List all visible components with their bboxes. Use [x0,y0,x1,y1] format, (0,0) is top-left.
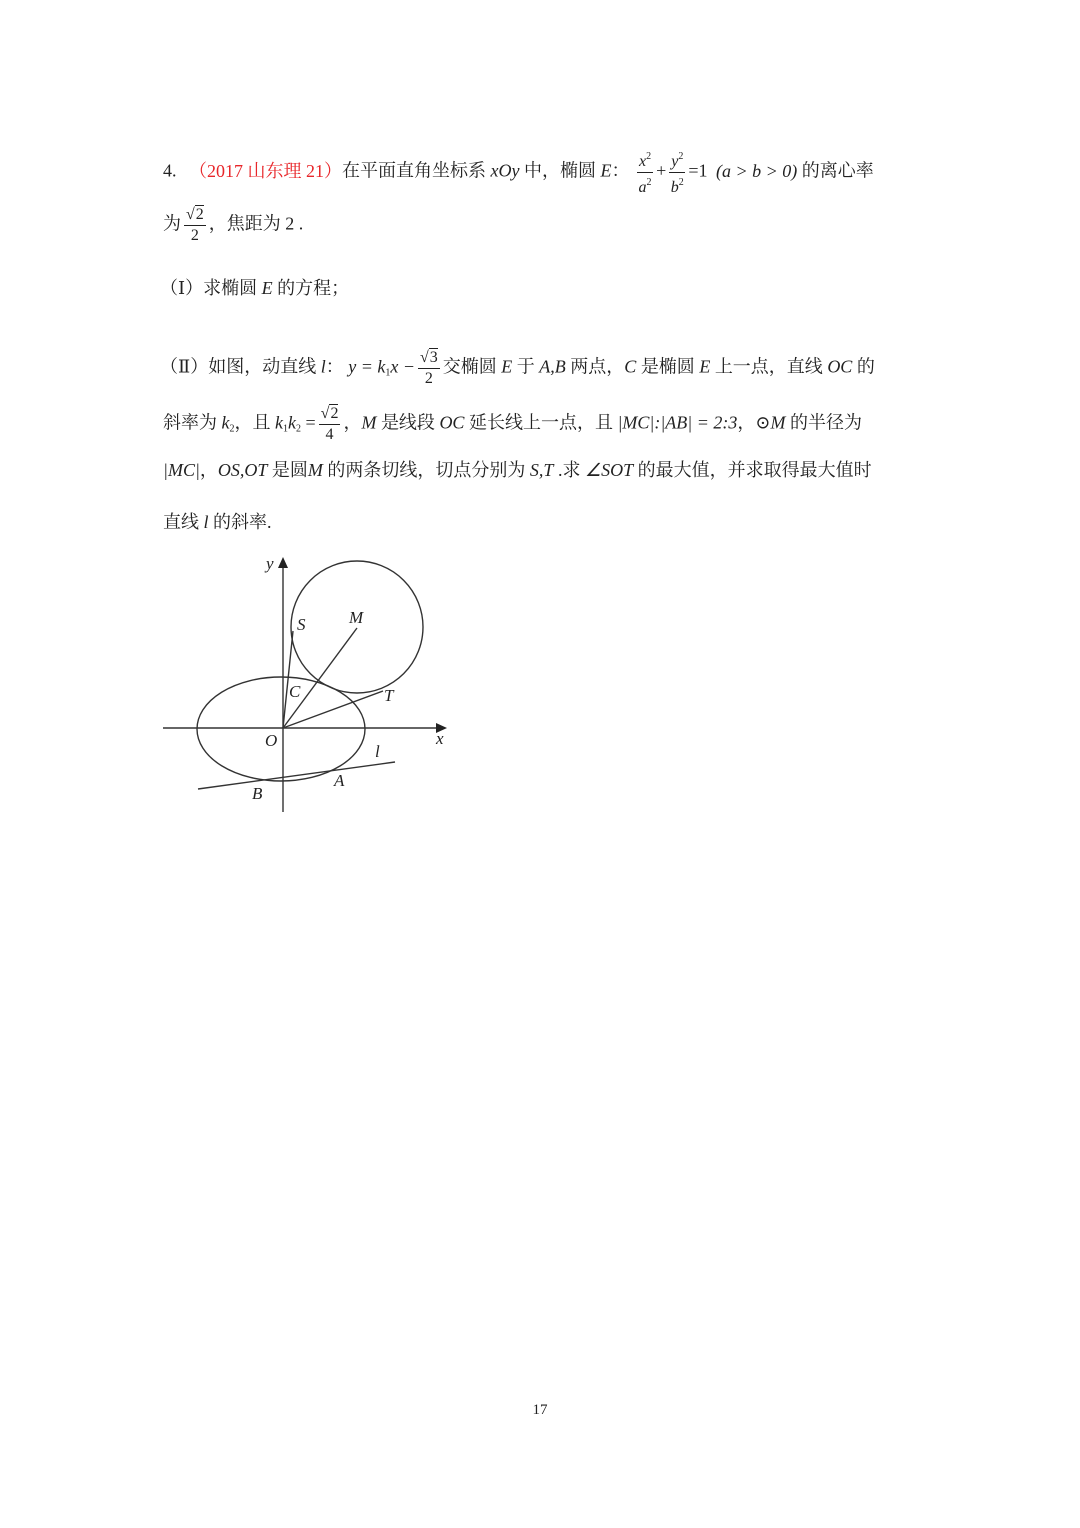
text: 的离心率 [797,160,874,181]
math-oc: OC [439,412,465,433]
math: 2 [424,370,433,387]
text: 于 [512,356,540,377]
text: 在平面直角坐标系 [342,160,491,181]
text: 交椭圆 [442,356,502,377]
text: 的斜率. [208,512,272,532]
math-eq: =1 [688,160,708,181]
math-condition: (a > b > 0) [716,160,798,181]
ellipse-e [197,677,365,781]
math-e: E [501,356,513,377]
text: .求 [553,460,585,480]
math-m: M [770,412,786,433]
math-angle-sot: ∠SOT [584,460,634,480]
text: 是椭圆 [636,356,700,377]
math-ratio: |MC|:|AB| = 2:3 [617,412,738,433]
math: 2 [195,206,204,223]
label-x: x [436,729,444,748]
text: ， [199,460,218,480]
text: 延长线上一点，且 [464,412,618,433]
tangent-os [283,631,293,728]
fraction-sqrt2-4: $\frac{√2}{4}$ [320,405,339,443]
y-axis-arrow-icon [278,557,288,568]
label-m: M [349,608,364,627]
math: k [221,412,230,433]
math-c: C [624,356,637,377]
math: a [638,179,647,196]
part-label: （Ⅰ） [160,278,204,298]
part-2-line-3 [163,461,872,479]
math: y = k [348,356,386,377]
label-y: y [266,554,274,573]
math: 4 [325,426,334,443]
text: 是线段 [376,412,440,433]
math: 2 [296,423,301,435]
math-l: l [320,356,326,377]
label-o: O [265,731,278,750]
text: 上一点，直线 [710,356,828,377]
math-e: E [600,160,612,181]
fraction-x2-a2 [637,148,653,197]
math-e: E [261,278,273,298]
text: 求椭圆 [203,278,262,298]
text: 如图，动直线 [208,356,321,377]
text: 的 [852,356,875,377]
text: 是圆 [267,460,308,480]
math: 3 [429,349,438,366]
math: 1 [385,367,391,379]
text: 斜率为 [163,412,222,433]
circle-m [291,561,423,693]
math: 2 [678,177,684,188]
label-c: C [289,682,301,701]
math: b [670,179,679,196]
math: 2 [190,227,199,244]
text: ： [325,356,344,377]
text: 为 [163,213,181,234]
part-1 [160,279,349,297]
page-number: 17 [532,1402,548,1418]
math: x [638,153,647,170]
math: 2 [646,177,652,188]
math: y [671,153,679,170]
text: ，焦距为 2 . [208,213,304,234]
text: 直线 [163,512,204,532]
math: = [301,412,316,433]
math-st: S,T [529,460,554,480]
part-2-line-4 [163,513,272,531]
math: 2 [646,151,652,162]
math-oc: OC [827,356,853,377]
math-xoy: xOy [490,160,520,181]
label-l: l [375,742,380,761]
problem-number: 4. [163,160,177,181]
math-ab: A,B [539,356,566,377]
part-2-line-1 [160,349,875,388]
text: 的两条切线，切点分别为 [322,460,530,480]
text: 的最大值，并求取得最大值时 [633,460,872,480]
text: 的半径为 [785,412,862,433]
math: 2 [330,405,339,422]
label-b: B [252,784,263,803]
math-l: l [203,512,209,532]
math-m: M [307,460,323,480]
math: 1 [283,423,288,435]
text: ， [343,412,362,433]
math-e: E [699,356,711,377]
fraction-y2-b2 [669,148,685,197]
label-a: A [334,771,345,790]
math-m: M [361,412,377,433]
text: ： [611,160,630,181]
math: 2 [678,151,684,162]
label-s: S [297,615,306,634]
math-plus: + [656,160,667,181]
problem-line-2 [163,206,303,245]
text: 两点， [565,356,625,377]
label-t: T [384,686,394,705]
geometry-figure [160,545,460,820]
math: k [288,412,296,433]
part-2-line-2 [163,405,862,444]
part-label: （Ⅱ） [160,356,209,377]
problem-line-1 [163,148,874,197]
text: 的方程； [272,278,350,298]
math-mc: |MC| [163,460,200,480]
text: ，且 [234,412,275,433]
text: 中，椭圆 [519,160,601,181]
math-os-ot: OS,OT [217,460,268,480]
math: x − [390,356,416,377]
math: 2 [229,423,235,435]
problem-source: （2017 山东理 21） [189,160,342,181]
line-l [198,762,395,789]
math: k [275,412,283,433]
text: ，⊙ [737,412,771,433]
fraction-sqrt3-2: $\frac{√3}{2}$ [420,349,438,387]
fraction-sqrt2-2: $\frac{√2}{2}$ [186,206,204,244]
